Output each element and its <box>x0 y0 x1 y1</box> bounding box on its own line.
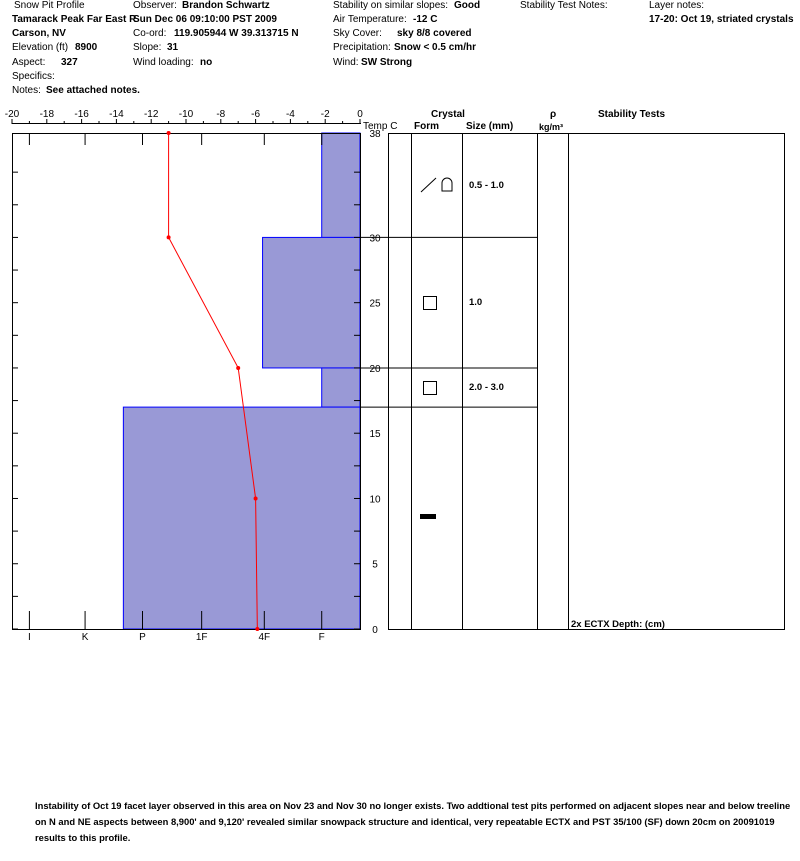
observer-value: Brandon Schwartz <box>182 0 270 11</box>
temp-tick-label: 0 <box>357 109 363 120</box>
elevation-label: Elevation (ft) <box>12 42 69 53</box>
hardness-label: P <box>139 632 146 643</box>
size-header: Size (mm) <box>466 121 514 132</box>
precip-value: Snow < 0.5 cm/hr <box>394 42 476 53</box>
temperature-point <box>254 496 258 500</box>
crystal-size-3: 2.0 - 3.0 <box>469 382 504 393</box>
stability-label: Stability on similar slopes: <box>333 0 449 11</box>
temp-tick-label: -20 <box>4 109 20 120</box>
page-title: Snow Pit Profile <box>14 0 85 11</box>
temp-tick-label: -8 <box>216 109 226 120</box>
temp-tick-label: -14 <box>109 109 124 120</box>
wind-loading-label: Wind loading: <box>133 57 194 68</box>
slope-value: 31 <box>167 42 179 53</box>
height-tick-label: 38 <box>369 129 381 140</box>
faceted-rounded-icon <box>421 178 452 192</box>
temperature-point <box>167 235 171 239</box>
temperature-point <box>236 366 240 370</box>
temp-tick-label: -16 <box>74 109 89 120</box>
elevation-value: 8900 <box>75 42 98 53</box>
aspect-value: 327 <box>61 57 78 68</box>
hardness-layer-2 <box>322 368 360 407</box>
hardness-layer-0 <box>322 133 360 237</box>
hardness-layer-3 <box>123 407 360 629</box>
crystal-size-1: 0.5 - 1.0 <box>469 180 504 191</box>
hardness-layer-1 <box>263 237 360 368</box>
temp-tick-label: -18 <box>39 109 55 120</box>
stability-tests-header: Stability Tests <box>598 109 666 120</box>
observer-label: Observer: <box>133 0 177 11</box>
height-tick-label: 15 <box>369 429 381 441</box>
layer-notes-label: Layer notes: <box>649 0 705 11</box>
footer-note: Instability of Oct 19 facet layer observed in this area on Nov 23 and Nov 30 no longer exists. Two addtional test pits performed on adjacent slopes near and below treeline on N and NE aspects between 8,900' and 9,120' revealed similar snowpack structure and identical, very repeatable ECTX and PST 35/100 (SF) down 20cm on 20091019 results to this profile. <box>35 800 791 843</box>
wind-loading-value: no <box>200 57 213 68</box>
stability-table-frame <box>569 134 785 630</box>
wind-label: Wind: <box>333 57 359 68</box>
temp-tick-label: -12 <box>143 109 159 120</box>
crystal-header: Crystal <box>431 109 465 120</box>
sky-label: Sky Cover: <box>333 28 382 39</box>
temp-axis-label: Temp C <box>363 121 398 132</box>
notes-value: See attached notes. <box>46 85 140 96</box>
hardness-label: 4F <box>258 632 271 643</box>
region: Carson, NV <box>12 28 66 39</box>
wind-value: SW Strong <box>361 57 413 68</box>
aspect-label: Aspect: <box>12 57 46 68</box>
stability-test-result: 2x ECTX Depth: (cm) <box>571 619 665 630</box>
crystal-size-2: 1.0 <box>469 297 483 308</box>
stability-value: Good <box>454 0 481 11</box>
form-header: Form <box>414 121 439 132</box>
faceted-crystal-icon-2 <box>424 382 437 395</box>
height-tick-label: 0 <box>372 625 378 636</box>
hardness-label: 1F <box>195 632 208 643</box>
sky-value: sky 8/8 covered <box>397 28 472 39</box>
specifics-label: Specifics: <box>12 71 55 82</box>
precip-label: Precipitation: <box>333 42 391 53</box>
faceted-crystal-icon <box>424 297 437 310</box>
height-tick-label: 20 <box>369 363 381 375</box>
density-unit-header: kg/m³ <box>539 122 564 132</box>
height-tick-label: 5 <box>372 559 378 571</box>
hardness-label: I <box>28 632 31 643</box>
air-temp-value: -12 C <box>413 14 438 25</box>
temp-tick-label: -6 <box>251 109 261 120</box>
temperature-point <box>255 627 259 631</box>
density-header: ρ <box>550 109 557 120</box>
temp-tick-label: -2 <box>320 109 330 120</box>
air-temp-label: Air Temperature: <box>333 14 407 25</box>
temperature-point <box>167 131 171 135</box>
notes-label: Notes: <box>12 85 41 96</box>
location: Tamarack Peak Far East R <box>12 14 137 25</box>
slope-label: Slope: <box>133 42 162 53</box>
height-tick-label: 25 <box>369 298 381 310</box>
temp-tick-label: -10 <box>178 109 194 120</box>
stability-test-notes-label: Stability Test Notes: <box>520 0 608 11</box>
height-tick-label: 10 <box>369 494 381 506</box>
melt-freeze-crust-icon <box>420 514 436 519</box>
coord-label: Co-ord: <box>133 28 167 39</box>
layer-notes-value: 17-20: Oct 19, striated crystals <box>649 14 794 25</box>
temp-tick-label: -4 <box>285 109 295 120</box>
hardness-label: K <box>81 632 89 643</box>
coord-value: 119.905944 W 39.313715 N <box>174 28 299 39</box>
hardness-label: F <box>318 632 325 643</box>
datetime: Sun Dec 06 09:10:00 PST 2009 <box>133 14 277 25</box>
height-tick-label: 30 <box>369 233 381 245</box>
